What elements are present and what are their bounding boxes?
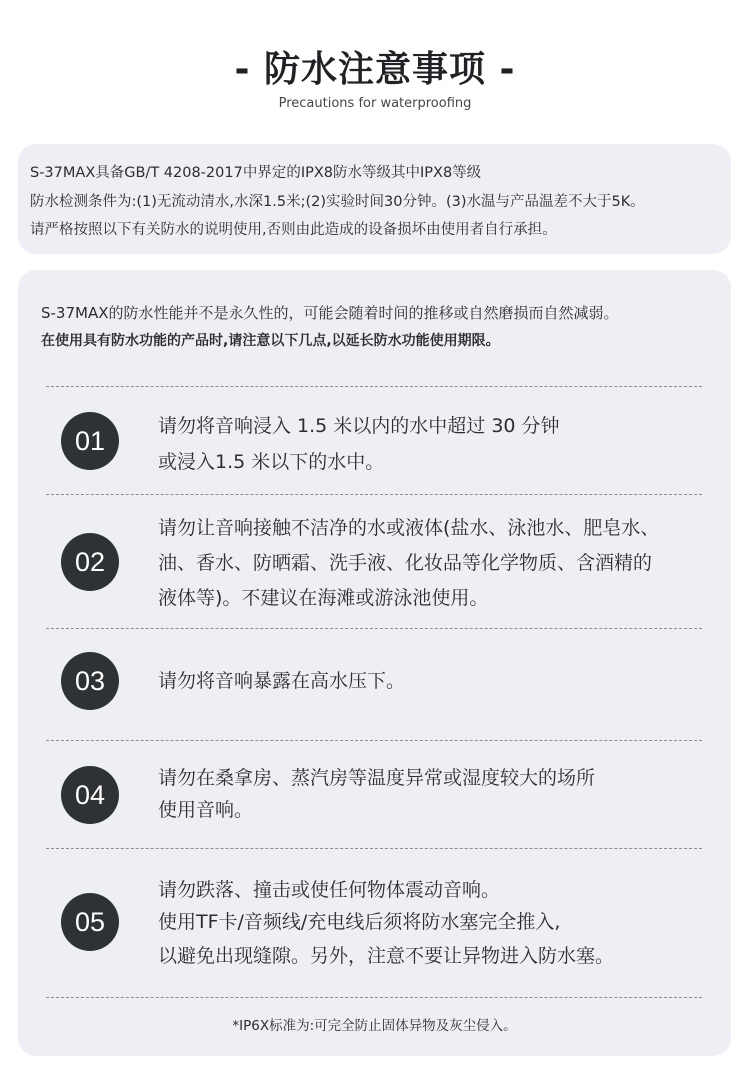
spec-line: 防水检测条件为:(1)无流动清水,水深1.5米;(2)实验时间30分钟。(3)水温与产品温差不大于5K。	[30, 194, 645, 210]
item-text-line: 以避免出现缝隙。另外，注意不要让异物进入防水塞。	[158, 945, 615, 967]
spec-box	[18, 144, 731, 254]
divider	[46, 494, 702, 495]
item-text-line: 请勿将音响暴露在高水压下。	[158, 670, 406, 692]
page-subtitle: Precautions for waterproofing	[278, 96, 472, 111]
divider	[46, 386, 702, 387]
divider	[46, 740, 702, 741]
item-number-badge: 02	[61, 533, 119, 591]
divider	[46, 848, 702, 849]
divider	[46, 997, 702, 998]
item-text-line: 油、香水、防晒霜、洗手液、化妆品等化学物质、含酒精的	[158, 552, 653, 574]
spec-line: 请严格按照以下有关防水的说明使用,否则由此造成的设备损坏由使用者自行承担。	[30, 222, 557, 238]
item-text-line: 请勿让音响接触不洁净的水或液体(盐水、泳池水、肥皂水、	[158, 517, 660, 539]
footnote: *IP6X标准为:可完全防止固体异物及灰尘侵入。	[232, 1018, 517, 1034]
item-number-badge: 04	[61, 766, 119, 824]
item-number-badge: 01	[61, 412, 119, 470]
notes-box	[18, 270, 731, 1056]
divider	[46, 628, 702, 629]
intro-line: 在使用具有防水功能的产品时,请注意以下几点,以延长防水功能使用期限。	[41, 333, 500, 349]
page-title: - 防水注意事项 -	[234, 49, 516, 90]
item-text-line: 液体等)。不建议在海滩或游泳池使用。	[158, 587, 489, 609]
item-number-badge: 03	[61, 652, 119, 710]
item-text-line: 请勿在桑拿房、蒸汽房等温度异常或湿度较大的场所	[158, 767, 596, 789]
item-number-badge: 05	[61, 893, 119, 951]
intro-line: S-37MAX的防水性能并不是永久性的，可能会随着时间的推移或自然磨损而自然减弱。	[41, 304, 619, 322]
item-text-line: 使用音响。	[158, 799, 254, 821]
spec-line: S-37MAX具备GB/T 4208-2017中界定的IPX8防水等级其中IPX8等级	[30, 165, 482, 181]
item-text-line: 或浸入1.5 米以下的水中。	[158, 451, 385, 473]
item-text-line: 使用TF卡/音频线/充电线后须将防水塞完全推入,	[158, 911, 561, 933]
item-text-line: 请勿跌落、撞击或使任何物体震动音响。	[158, 879, 501, 901]
item-text-line: 请勿将音响浸入 1.5 米以内的水中超过 30 分钟	[158, 415, 560, 437]
